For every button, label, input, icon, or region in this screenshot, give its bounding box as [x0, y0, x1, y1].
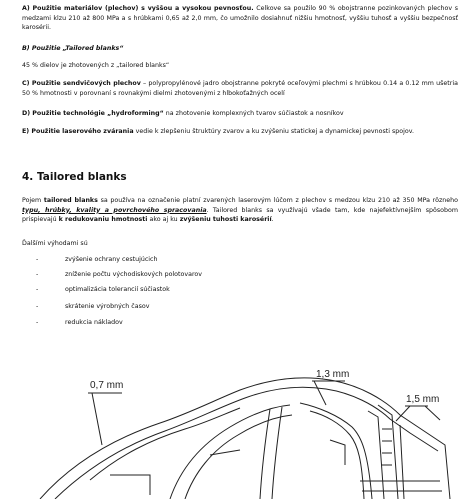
section-d-label: D) Použitie technológie „hydroforming“	[22, 110, 164, 117]
list-dash: -	[36, 319, 39, 326]
s4-text-9: .	[271, 216, 274, 224]
advantages-intro-text: Ďalšími výhodami sú	[22, 240, 88, 247]
section-a-paragraph	[22, 4, 458, 33]
list-item-text: zvýšenie ochrany cestujúcich	[65, 256, 158, 263]
list-dash: -	[36, 256, 39, 263]
section-c-paragraph	[22, 79, 458, 98]
section-e-label-bold: laserového zvárania	[62, 128, 134, 135]
section-b-label: B) Použitie „Tailored blanks“	[22, 45, 124, 52]
advantages-intro	[22, 239, 458, 249]
list-dash: -	[36, 303, 39, 310]
car-body-figure	[0, 345, 471, 499]
section-c-text: – polypropylénové jadro obojstranne pokryté oceľovými plechmi s hrúbkou 0.14 a 0.12 mm ušetria 50 % hmotnosti v porovnaní s rovnakými dielmi zhotovenými z hlbokoťažných ocelí	[22, 80, 458, 97]
section-4-heading: 4. Tailored blanks	[22, 171, 127, 183]
section-b-paragraph	[22, 61, 458, 71]
s4-text-7: ako aj ku	[149, 216, 178, 224]
dimension-label-0-7mm: 0,7 mm	[90, 380, 124, 391]
section-a-label: A) Použitie materiálov (plechov) s vyššou a vysokou pevnosťou.	[22, 5, 254, 12]
s4-emphasis-stiffness: zvýšeniu tuhosti karosérií	[179, 216, 272, 224]
s4-text-1: Pojem	[22, 197, 42, 204]
car-body-drawing	[40, 378, 450, 499]
list-dash: -	[36, 271, 39, 278]
list-item-text: optimalizácia tolerancií súčiastok	[65, 286, 170, 293]
list-item-text: zníženie počtu východiskových polotovarov	[65, 271, 202, 278]
section-c-label: C) Použitie sendvičových plechov	[22, 80, 141, 87]
section-4-paragraph	[22, 196, 458, 225]
section-e-paragraph	[22, 127, 458, 137]
s4-emphasis-weight: k redukovaniu hmotnosti	[58, 216, 148, 224]
section-b-text: 45 % dielov je zhotovených z „tailored blanks“	[22, 62, 170, 69]
s4-text-5: . Tailored blanks sa využívajú všade tam, kde najefektívnejším spôsobom prispievajú	[22, 206, 458, 224]
section-e-label-prefix: E) Použitie	[22, 128, 61, 135]
section-d-paragraph	[22, 109, 458, 119]
section-d-text: na zhotovenie komplexných tvarov súčiastok a nosníkov	[165, 110, 344, 117]
list-dash: -	[36, 286, 39, 293]
list-item-text: skrátenie výrobných časov	[65, 303, 150, 310]
dimension-label-1-3mm: 1,3 mm	[316, 369, 350, 380]
dimension-label-1-5mm: 1,5 mm	[406, 394, 440, 405]
list-item-text: redukcia nákladov	[65, 319, 123, 326]
section-a-text: Celkove sa použilo 90 % obojstranne pozinkovaných plechov s medzami klzu 210 až 800 MPa a s hrúbkami 0,65 až 2,0 mm, čo umožnilo dosiahnuť nižšiu hmotnosť, vyššiu tuhosť a vyššiu bezpečnosť karosérii.	[22, 5, 458, 32]
s4-term: tailored blanks	[43, 197, 98, 204]
s4-emphasis-type: typu, hrúbky, kvality a povrchového spracovania	[22, 206, 207, 214]
section-b-label-line	[22, 44, 458, 54]
s4-text-3: sa používa na označenie platní zvarených laserovým lúčom z plechov s medzou klzu 210 až 350 MPa rôzneho	[100, 197, 458, 204]
section-e-text: vedie k zlepšeniu štruktúry zvarov a ku zvýšeniu statickej a dynamickej pevnosti spojov.	[135, 128, 414, 135]
